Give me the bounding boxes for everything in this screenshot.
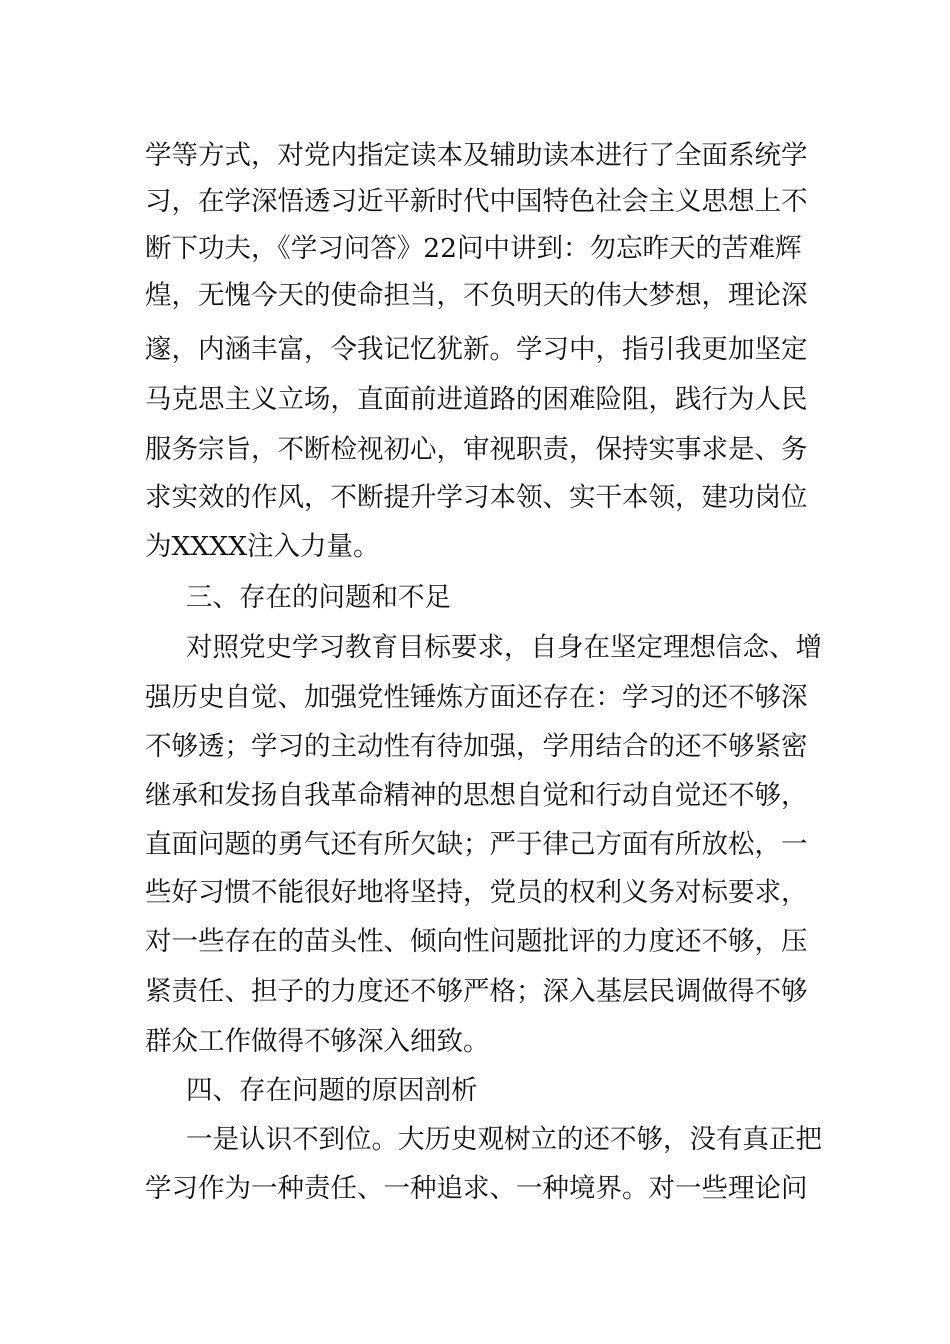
body-text-line: 一是认识不到位。大历史观树立的还不够，没有真正把	[186, 1124, 822, 1155]
body-text-line: 强历史自觉、加强党性锤炼方面还存在：学习的还不够深	[145, 682, 808, 713]
body-text-line: 直面问题的勇气还有所欠缺；严于律己方面有所放松，一	[145, 829, 808, 860]
body-text-line: 不够透；学习的主动性有待加强，学用结合的还不够紧密	[145, 731, 808, 762]
body-text-line: 群众工作做得不够深入细致。	[145, 1026, 490, 1057]
body-text-line: 煌，无愧今天的使命担当，不负明天的伟大梦想，理论深	[145, 280, 808, 311]
body-text-line: 对一些存在的苗头性、倾向性问题批评的力度还不够，压	[145, 926, 808, 957]
body-text-line: 学习作为一种责任、一种追求、一种境界。对一些理论问	[145, 1173, 808, 1204]
body-text-line: 紧责任、担子的力度还不够严格；深入基层民调做得不够	[145, 976, 808, 1007]
body-text-line: 习，在学深悟透习近平新时代中国特色社会主义思想上不	[145, 186, 808, 217]
body-text-line: 服务宗旨，不断检视初心，审视职责，保持实事求是、务	[145, 434, 808, 465]
body-text-line: 些好习惯不能很好地将坚持，党员的权利义务对标要求，	[145, 877, 808, 908]
section-heading: 三、存在的问题和不足	[186, 582, 451, 613]
body-text-line: 邃，内涵丰富，令我记忆犹新。学习中，指引我更加坚定	[145, 334, 808, 365]
body-text-line: 马克思主义立场，直面前进道路的困难险阻，践行为人民	[145, 384, 808, 415]
section-heading: 四、存在问题的原因剖析	[186, 1075, 478, 1106]
body-text-line: 断下功夫，《学习问答》22问中讲到：勿忘昨天的苦难辉	[145, 233, 802, 264]
body-text-line: 求实效的作风，不断提升学习本领、实干本领，建功岗位	[145, 482, 808, 513]
body-text-line: 继承和发扬自我革命精神的思想自觉和行动自觉还不够，	[145, 780, 808, 811]
body-text-line: 为XXXX注入力量。	[145, 531, 380, 562]
body-text-line: 学等方式，对党内指定读本及辅助读本进行了全面系统学	[145, 140, 808, 171]
body-text-line: 对照党史学习教育目标要求，自身在坚定理想信念、增	[186, 632, 822, 663]
